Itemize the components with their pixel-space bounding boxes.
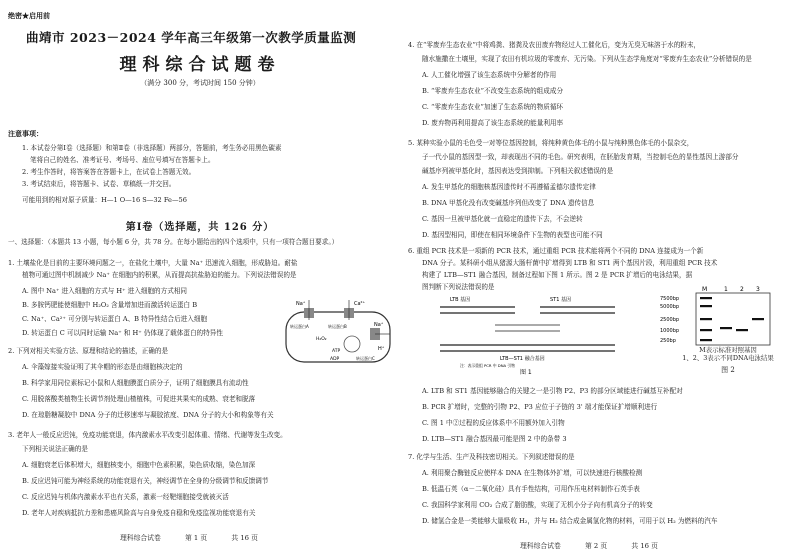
- gel-lane-3: 3: [756, 286, 760, 293]
- fig1-h-label: H⁺: [378, 346, 385, 352]
- footer-paper-name: 理科综合试卷: [520, 542, 561, 550]
- fig1-na-out-label: Na⁺: [374, 322, 384, 328]
- gel-band-m-7500: [700, 297, 712, 299]
- gel-band-lane-1: [720, 327, 732, 329]
- question-1-option-b: B. 多胺钙肥能使细胞中 H₂O₂ 含量增加进而激活转运蛋白 B: [22, 301, 198, 309]
- confidential-label: 绝密★启用前: [8, 11, 50, 20]
- page-1-footer: [120, 532, 280, 542]
- pcr-legend: 注：表示重组 PCR 中 DNA 引物: [460, 363, 515, 368]
- question-2-option-a: A. 伞藻嫁接实验证明了其伞帽的形态是由细胞核决定的: [22, 363, 183, 371]
- question-6-stem-cont-3: 图判断下列说法错误的是: [422, 283, 495, 291]
- pcr-fusion-label: LTB—ST1 融合基因: [500, 356, 545, 362]
- question-5-stem: 5. 某种实验小鼠的毛色受一对等位基因控制，将纯种黄色体毛的小鼠与纯种黑色体毛的小鼠杂交，: [408, 139, 694, 147]
- question-4-option-d: D. 废弃物再利用提高了该生态系统的能量利用率: [422, 119, 564, 127]
- atomic-masses: 可能用到的相对原子质量：H—1 O—16 S—32 Fe—56: [22, 196, 187, 204]
- question-5-option-c: C. 基因一旦被甲基化就一直稳定的遗传下去，不会逆转: [422, 215, 583, 223]
- question-1-stem: 1. 土壤盐化是目前的主要环境问题之一，在盐化土壤中，大量 Na⁺ 迅速流入细胞，形成胁迫。耐盐: [8, 259, 298, 267]
- gel-band-m-5000: [700, 305, 712, 307]
- gel-lane-m: M: [702, 286, 708, 293]
- fig1-ca-label: Ca²⁺: [354, 301, 366, 307]
- gel-caption: [658, 346, 798, 374]
- footer-page-total: 共 16 页: [631, 542, 658, 550]
- question-1-option-c: C. Na⁺、Ca²⁺ 可分别与转运蛋白 A、B 特异性结合后进入细胞: [22, 315, 208, 323]
- page-2-footer: [520, 540, 680, 550]
- recombinant-pcr-figure: [420, 283, 635, 375]
- gel-band-m-1000: [700, 329, 712, 331]
- question-2-stem: 2. 下列对相关实验方法、原理和结论的描述，正确的是: [8, 347, 169, 355]
- question-5-stem-cont-2: 碱基序列被甲基化时，基因表达受到抑制。下列相关叙述错误的是: [422, 167, 614, 175]
- question-3-stem: 3. 老年人一般反应迟钝，免疫功能衰退，体内激素水平改变引起体重、情绪、代谢等发生改变。: [8, 431, 287, 439]
- gel-marker-7500: 7500bp: [660, 296, 680, 302]
- question-4-option-b: B. “零废弃生态农业”不改变生态系统的组成成分: [422, 87, 564, 95]
- question-7-option-b: B. 低温石英（α－二氧化硅）具有手性结构，可用作压电材料制作石英手表: [422, 485, 640, 493]
- footer-page-total: 共 16 页: [231, 534, 258, 542]
- gel-marker-1000: 1000bp: [660, 328, 680, 334]
- note-3: 3. 考试结束后，将答题卡、试卷、草稿纸一并交回。: [22, 180, 176, 188]
- question-1-option-a: A. 图中 Na⁺ 进入细胞的方式与 H⁺ 进入细胞的方式相同: [22, 287, 188, 295]
- question-7-option-c: C. 我国科学家利用 CO₂ 合成了脂肪酸，实现了无机小分子向有机高分子的转变: [422, 501, 653, 509]
- gel-caption-line-1: M表示标准对照基因: [699, 346, 757, 354]
- question-3-option-a: A. 细胞衰老后体积增大，细胞核变小，细胞中色素积累，染色质收缩，染色加深: [22, 461, 256, 469]
- gel-band-lane-3: [752, 318, 764, 320]
- question-5-option-b: B. DNA 甲基化没有改变碱基序列但改变了 DNA 遗传信息: [422, 199, 595, 207]
- gel-caption-line-2: 1、2、3表示不同DNA电泳结果: [682, 354, 774, 362]
- question-3-option-b: B. 反应迟钝可能为神经系统的功能衰退有关，神经调节在全身的分级调节和反馈调节: [22, 477, 269, 485]
- question-6-option-a: A. LTB 和 ST1 基因能够融合的关键之一是引物 P2、P3 的部分区域能进行碱基互补配对: [422, 387, 683, 395]
- fig1-protein-a-label: 转运蛋白A: [290, 324, 309, 329]
- footer-paper-name: 理科综合试卷: [120, 534, 161, 542]
- fig1-protein-b-label: 转运蛋白B: [328, 324, 347, 329]
- question-3-option-c: C. 反应迟钝与机体内激素水平也有关系，激素一经靶细胞接受就被灭活: [22, 493, 229, 501]
- question-5-stem-cont-1: 子一代小鼠的基因型一致，却表现出不同的毛色。研究表明，在胚胎发育期，当控制毛色的显性基因上游部分: [422, 153, 739, 161]
- fig1-adp-label: ADP: [330, 357, 340, 362]
- note-1-cont: 笔将自己的姓名、准考证号、考场号、座位号填写在答题卡上。: [30, 156, 215, 164]
- question-5-option-a: A. 发生甲基化的细胞核基因遗传时不再遵循孟德尔遗传定律: [422, 183, 596, 191]
- question-4-stem: 4. 在“零废弃生态农业”中将鸡粪、猪粪及农田废弃物经过人工催化后，变为无臭无味溶于水的粉末，: [408, 41, 701, 49]
- question-6-stem: 6. 重组 PCR 技术是一项新的 PCR 技术，通过重组 PCR 技术能将两个不同的 DNA 连接成为一个新: [408, 247, 704, 255]
- gel-lane-1: 1: [724, 286, 728, 293]
- gel-marker-5000: 5000bp: [660, 304, 680, 310]
- exam-meta: （满分 300 分，考试时间 150 分钟）: [140, 79, 260, 87]
- question-4-option-a: A. 人工催化增强了该生态系统中分解者的作用: [422, 71, 557, 79]
- question-4-stem-cont: 随水施撒在土壤里，实现了农田有机垃圾的零废弃、无污染。下列从生态学角度对“零废弃生态农业”分析错误的是: [422, 55, 752, 63]
- pcr-ltb-label: LTB 基因: [450, 297, 471, 303]
- fig1-protein-c-label: 转运蛋白C: [356, 356, 375, 361]
- note-1: 1. 本试卷分第Ⅰ卷（选择题）和第Ⅱ卷（非选择题）两部分，答题前，考生务必用黑色碳素: [22, 144, 282, 152]
- note-2: 2. 考生作答时，将答案答在答题卡上，在试卷上答题无效。: [22, 168, 196, 176]
- question-4-option-c: C. “零废弃生态农业”加速了生态系统的物质循环: [422, 103, 564, 111]
- question-7-stem: 7. 化学与生活、生产及科技密切相关。下列叙述错误的是: [408, 453, 575, 461]
- question-1-option-d: D. 转运蛋白 C 可以同时运输 Na⁺ 和 H⁺ 仍体现了载体蛋白的特异性: [22, 329, 223, 337]
- fig1-na-in-label: Na⁺: [296, 301, 306, 307]
- exam-title: 曲靖市 2023－2024 学年高三年级第一次教学质量监测: [26, 30, 357, 45]
- question-6-stem-cont-2: 构建了 LTB—ST1 融合基因，制备过程如下图 1 所示。图 2 是 PCR 扩增后的电泳结果，据: [422, 271, 693, 279]
- question-6-option-b: B. PCR 扩增时，完整的引物 P2、P3 应位于子链的 3' 端才能保证扩增顺利进行: [422, 403, 658, 411]
- section-instructions: 一、选择题：（本题共 13 小题，每小题 6 分，共 78 分。在每小题给出的四个选项中，只有一项符合题目要求。）: [8, 238, 339, 246]
- question-7-option-d: D. 储氢合金是一类能够大量吸收 H₂，并与 H₂ 结合成金属氢化物的材料，可用于以 H₂ 为燃料的汽车: [422, 517, 718, 525]
- notes-heading: 注意事项：: [8, 129, 43, 138]
- gel-band-lane-2: [736, 329, 748, 331]
- question-2-option-d: D. 在琼脂糖凝胶中 DNA 分子的迁移速率与凝胶浓度、DNA 分子的大小和构象等有关: [22, 411, 274, 419]
- gel-band-m-2500: [700, 318, 712, 320]
- gel-figure-caption: 图 2: [721, 366, 735, 374]
- question-2-option-c: C. 用脱落酸类植物生长调节剂处理山楂植株，可促进其果实的成熟、衰老和脱落: [22, 395, 256, 403]
- question-7-option-a: A. 利用聚合酶链反应使样本 DNA 在生物体外扩增，可以快速进行核酸检测: [422, 469, 643, 477]
- question-6-option-c: C. 图 1 中②过程的反应体系中不用额外加入引物: [422, 419, 565, 427]
- gel-band-m-250: [700, 339, 712, 341]
- footer-page-number: 第 1 页: [184, 534, 208, 542]
- fig1-h2o2-label: H₂O₂: [316, 337, 327, 342]
- exam-page-2: [400, 0, 800, 560]
- question-1-stem-cont: 植物可通过图中机制减少 Na⁺ 在细胞内的积累，从而提高抗盐胁迫的能力。下列说法错误的是: [22, 271, 297, 279]
- gel-lane-2: 2: [740, 286, 744, 293]
- question-6-option-d: D. LTB—ST1 融合基因最可能是图 2 中的条带 3: [422, 435, 567, 443]
- question-2-option-b: B. 科学家用同位素标记小鼠和人细胞膜蛋白质分子，证明了细胞膜具有流动性: [22, 379, 249, 387]
- question-6-stem-cont-1: DNA 分子。某科研小组从猪源大肠杆菌中扩增得到 LTB 和 ST1 两个基因片段，利用重组 PCR 技术: [422, 259, 718, 267]
- gel-marker-250: 250bp: [660, 338, 676, 344]
- question-3-stem-cont: 下列相关说法正确的是: [22, 445, 88, 453]
- section-title: 第Ⅰ卷（选择题，共 126 分）: [125, 222, 275, 233]
- gel-marker-2500: 2500bp: [660, 317, 680, 323]
- footer-page-number: 第 2 页: [584, 542, 608, 550]
- paper-title: 理科综合试题卷: [119, 55, 281, 75]
- question-3-option-d: D. 老年人对疾病抵抗力差和患癌风险高与自身免疫自稳和免疫监视功能衰退有关: [22, 509, 256, 517]
- question-5-option-d: D. 基因型相同，即使在相同环境条件下生物的表型也可能不同: [422, 231, 603, 239]
- fig1-atp-label: ATP: [332, 349, 341, 354]
- pcr-figure-caption: 图 1: [520, 369, 532, 375]
- pcr-st1-label: ST1 基因: [550, 297, 571, 303]
